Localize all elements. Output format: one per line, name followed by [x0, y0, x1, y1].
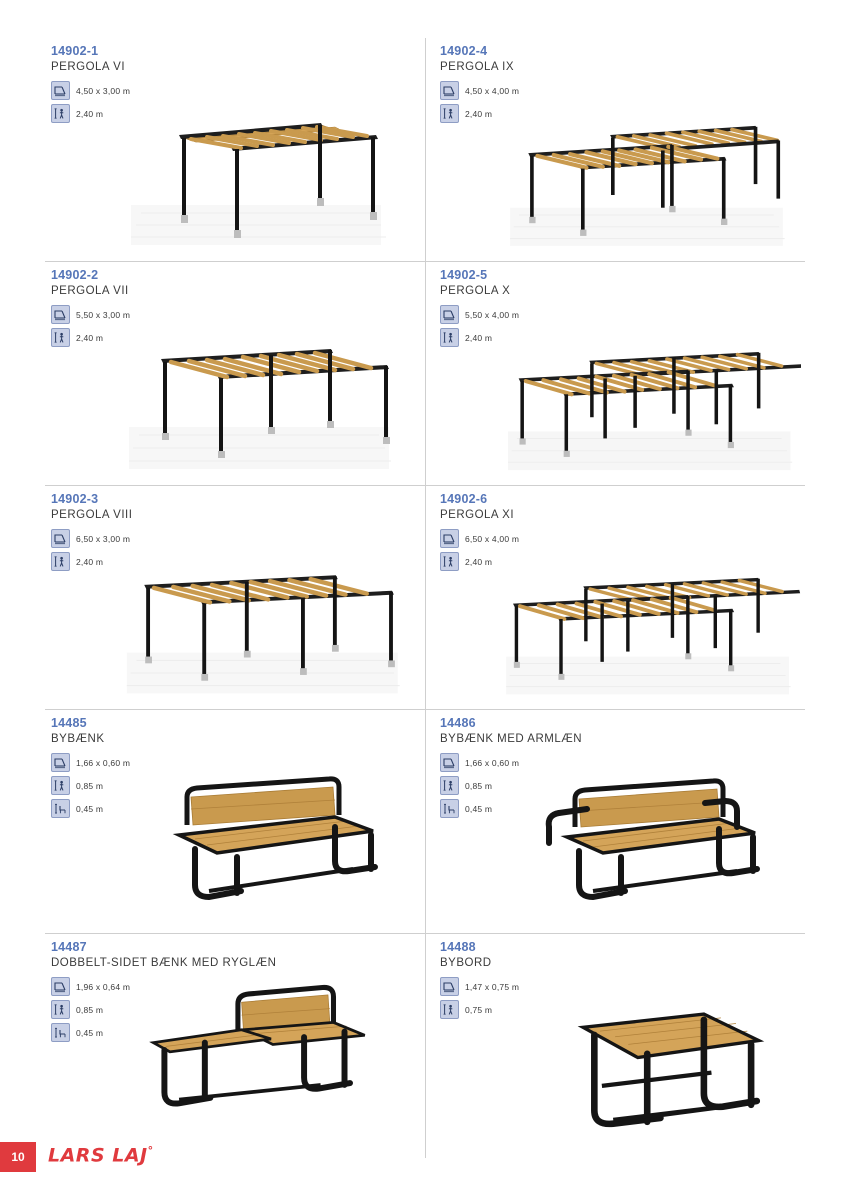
product-card: [425, 486, 805, 710]
brand-name: LARS LAJ: [48, 1144, 148, 1167]
product-name: BYBÆNK: [51, 733, 105, 745]
product-specs: [440, 977, 795, 1019]
product-name: BYBÆNK MED ARMLÆN: [440, 733, 583, 745]
spec-row: [440, 552, 795, 571]
spec-row: [440, 104, 795, 123]
spec-row: [51, 552, 415, 571]
product-specs: [440, 753, 795, 818]
spec-value: 1,47 x 0,75 m: [465, 981, 520, 992]
dimensions-icon: [51, 81, 70, 100]
product-name: BYBORD: [440, 957, 492, 969]
height-person-icon: [51, 104, 70, 123]
spec-value: 0,75 m: [465, 1004, 493, 1015]
spec-value: 5,50 x 3,00 m: [76, 309, 131, 320]
spec-value: 0,85 m: [76, 780, 104, 791]
product-specs: [440, 305, 795, 347]
product-card: [425, 38, 805, 262]
spec-row: [440, 799, 795, 818]
spec-value: 2,40 m: [76, 332, 104, 343]
product-specs: [440, 529, 795, 571]
product-card: [425, 262, 805, 486]
spec-row: [51, 753, 415, 772]
dimensions-icon: [440, 81, 459, 100]
spec-row: [51, 1000, 415, 1019]
product-specs: [51, 753, 415, 818]
product-card: [425, 934, 805, 1158]
spec-row: [440, 81, 795, 100]
product-card: [45, 710, 425, 934]
dimensions-icon: [51, 753, 70, 772]
seat-height-icon: [51, 799, 70, 818]
spec-value: 4,50 x 3,00 m: [76, 85, 131, 96]
spec-value: 2,40 m: [465, 332, 493, 343]
product-specs: [51, 81, 415, 123]
spec-value: 0,45 m: [76, 803, 104, 814]
product-card: [45, 486, 425, 710]
height-person-icon: [51, 1000, 70, 1019]
product-name: PERGOLA VIII: [51, 509, 133, 521]
dimensions-icon: [440, 977, 459, 996]
spec-value: 0,85 m: [76, 1004, 104, 1015]
product-card: [425, 710, 805, 934]
product-grid: [45, 38, 805, 1158]
product-code: 14902-3: [51, 492, 99, 506]
product-code: 14485: [51, 716, 87, 730]
spec-value: 1,96 x 0,64 m: [76, 981, 131, 992]
spec-row: [440, 328, 795, 347]
product-code: 14902-6: [440, 492, 488, 506]
dimensions-icon: [51, 529, 70, 548]
spec-value: 2,40 m: [465, 108, 493, 119]
spec-row: [51, 1023, 415, 1042]
spec-row: [440, 1000, 795, 1019]
dimensions-icon: [440, 753, 459, 772]
product-specs: [51, 305, 415, 347]
page-number: 10: [0, 1142, 36, 1172]
product-name: PERGOLA IX: [440, 61, 515, 73]
spec-value: 0,45 m: [76, 1027, 104, 1038]
spec-value: 1,66 x 0,60 m: [465, 757, 520, 768]
seat-height-icon: [51, 1023, 70, 1042]
product-specs: [51, 977, 415, 1042]
spec-row: [51, 305, 415, 324]
height-person-icon: [440, 552, 459, 571]
product-code: 14902-5: [440, 268, 488, 282]
spec-value: 2,40 m: [76, 108, 104, 119]
product-code: 14488: [440, 940, 476, 954]
spec-value: 4,50 x 4,00 m: [465, 85, 520, 96]
spec-row: [51, 529, 415, 548]
height-person-icon: [440, 328, 459, 347]
spec-row: [440, 529, 795, 548]
spec-value: 5,50 x 4,00 m: [465, 309, 520, 320]
spec-row: [51, 81, 415, 100]
height-person-icon: [51, 776, 70, 795]
spec-value: 0,45 m: [465, 803, 493, 814]
product-name: PERGOLA VI: [51, 61, 126, 73]
product-name: PERGOLA XI: [440, 509, 515, 521]
product-specs: [51, 529, 415, 571]
spec-row: [440, 776, 795, 795]
seat-height-icon: [440, 799, 459, 818]
spec-value: 6,50 x 4,00 m: [465, 533, 520, 544]
spec-value: 0,85 m: [465, 780, 493, 791]
product-code: 14902-2: [51, 268, 99, 282]
spec-value: 1,66 x 0,60 m: [76, 757, 131, 768]
product-card: [45, 262, 425, 486]
product-code: 14486: [440, 716, 476, 730]
product-name: PERGOLA X: [440, 285, 511, 297]
product-card: [45, 934, 425, 1158]
spec-row: [51, 328, 415, 347]
spec-row: [440, 977, 795, 996]
brand-mark: °: [147, 1144, 154, 1157]
dimensions-icon: [440, 529, 459, 548]
product-name: DOBBELT-SIDET BÆNK MED RYGLÆN: [51, 957, 277, 969]
product-code: 14902-4: [440, 44, 488, 58]
spec-row: [51, 776, 415, 795]
spec-row: [51, 799, 415, 818]
height-person-icon: [51, 552, 70, 571]
spec-value: 2,40 m: [76, 556, 104, 567]
dimensions-icon: [440, 305, 459, 324]
dimensions-icon: [51, 977, 70, 996]
spec-value: 2,40 m: [465, 556, 493, 567]
spec-row: [51, 977, 415, 996]
spec-row: [440, 753, 795, 772]
product-code: 14487: [51, 940, 87, 954]
height-person-icon: [440, 776, 459, 795]
spec-value: 6,50 x 3,00 m: [76, 533, 131, 544]
height-person-icon: [440, 104, 459, 123]
spec-row: [440, 305, 795, 324]
product-name: PERGOLA VII: [51, 285, 129, 297]
spec-row: [51, 104, 415, 123]
product-card: [45, 38, 425, 262]
dimensions-icon: [51, 305, 70, 324]
product-code: 14902-1: [51, 44, 99, 58]
product-specs: [440, 81, 795, 123]
height-person-icon: [51, 328, 70, 347]
height-person-icon: [440, 1000, 459, 1019]
